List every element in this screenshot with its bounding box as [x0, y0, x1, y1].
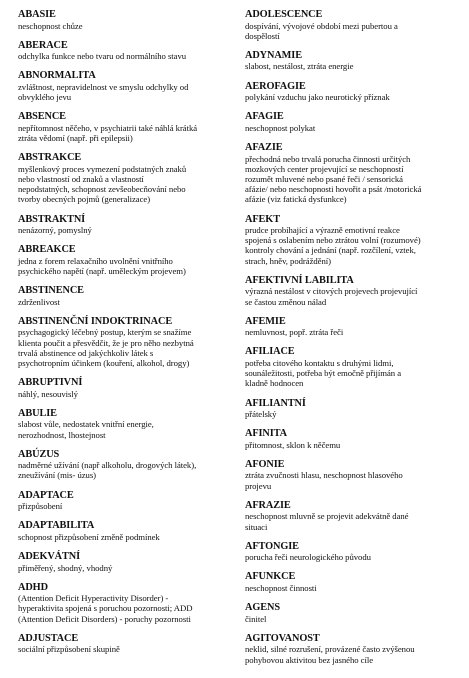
entry-term: ABÚZUS — [18, 448, 60, 460]
entry-term: ABASIE — [18, 9, 56, 20]
entry-definition: ztráta zvučnosti hlasu, neschopnost hlasového projevu — [245, 470, 403, 491]
glossary-left-column — [18, 9, 226, 664]
entry-definition: odchylka funkce nebo tvaru od normálního stavu — [18, 51, 187, 62]
glossary-entry — [245, 111, 457, 133]
glossary-entry — [18, 408, 226, 440]
glossary-entry — [245, 346, 457, 388]
entry-term: ABULIE — [18, 407, 57, 419]
glossary-entry — [18, 551, 226, 573]
glossary-entry — [245, 142, 457, 205]
glossary-entry — [245, 9, 457, 41]
glossary-entry — [18, 70, 226, 102]
entry-term: ABRUPTIVNÍ — [18, 377, 83, 389]
entry-definition: myšlenkový proces vymezení podstatných znaků nebo vlastností od znaků a vlastností nepodstatných, schopnost zevšeobecňování nebo tvorby obecných pojmů (generalizace) — [18, 163, 187, 205]
entry-term: ADAPTABILITA — [18, 520, 95, 532]
glossary-entry — [245, 275, 457, 307]
glossary-entry — [245, 398, 457, 420]
entry-term: AGENS — [245, 602, 280, 614]
entry-definition: neschopnost chůze — [18, 20, 83, 31]
glossary-entry — [245, 571, 457, 593]
entry-term: AFILIACE — [245, 346, 295, 358]
entry-definition: slabost vůle, nedostatek vnitřní energie, nerozhodnost, lhostejnost — [18, 419, 154, 440]
entry-term: ADJUSTACE — [18, 632, 79, 644]
glossary-entry — [18, 152, 226, 204]
entry-definition: přiměřený, shodný, vhodný — [18, 562, 113, 573]
entry-definition: potřeba citového kontaktu s druhými lidmi, sounáležitosti, potřeba být emočně přijímán a kladně hodnocen — [245, 357, 402, 389]
entry-term: AGITOVANOST — [245, 632, 320, 644]
glossary-entry — [18, 285, 226, 307]
glossary-entry — [18, 377, 226, 399]
glossary-entry — [18, 9, 226, 31]
entry-term: ADOLESCENCE — [245, 9, 323, 20]
glossary-entry — [18, 214, 226, 236]
entry-term: AFRAZIE — [245, 499, 291, 511]
entry-term: AFINITA — [245, 428, 288, 440]
entry-term: AEROFAGIE — [245, 80, 306, 92]
entry-definition: přátelský — [245, 409, 277, 420]
glossary-entry — [18, 316, 226, 368]
entry-definition: činitel — [245, 613, 267, 624]
entry-term: AFAZIE — [245, 142, 283, 154]
entry-definition: neschopnost činnosti — [245, 582, 317, 593]
entry-term: ADAPTACE — [18, 489, 74, 501]
entry-definition: přitomnost, sklon k něčemu — [245, 439, 341, 450]
entry-term: ABNORMALITA — [18, 70, 96, 82]
entry-definition: slabost, nestálost, ztráta energie — [245, 61, 354, 72]
entry-term: AFEKTIVNÍ LABILITA — [245, 274, 354, 286]
entry-term: AFEKT — [245, 213, 280, 225]
entry-term: AFILIANTNÍ — [245, 397, 306, 409]
glossary-entry — [245, 541, 457, 563]
entry-term: AFONIE — [245, 458, 285, 470]
entry-term: AFUNKCE — [245, 571, 296, 583]
entry-definition: jedna z forem relaxačního uvolnění vnitřního psychického napětí (např. uměleckým projevem) — [18, 255, 186, 276]
entry-definition: nemluvnost, popř. ztráta řeči — [245, 327, 344, 338]
entry-definition: výrazná nestálost v citových projevech projevující se častou změnou nálad — [245, 286, 418, 307]
entry-term: ADEKVÁTNÍ — [18, 551, 81, 563]
entry-definition: porucha řeči neurologického původu — [245, 552, 371, 563]
glossary-entry — [18, 244, 226, 276]
entry-definition: neklid, silné rozrušení, provázené často zvýšenou pohybovou aktivitou bez jasného cíle — [245, 644, 415, 665]
glossary-entry — [18, 449, 226, 481]
entry-definition: neschopnost mluvně se projevit adekvátně dané situaci — [245, 511, 409, 532]
entry-definition: nadměrné užívání (např alkoholu, drogových látek), zneužívání (mis- úzus) — [18, 460, 197, 481]
entry-term: AFTONGIE — [245, 540, 299, 552]
glossary-entry — [18, 582, 226, 624]
entry-definition: přizpůsobení — [18, 501, 63, 512]
glossary-entry — [18, 111, 226, 143]
entry-term: ABSENCE — [18, 111, 66, 123]
entry-term: AFEMIE — [245, 315, 286, 327]
glossary-entry — [245, 50, 457, 72]
entry-definition: dospívání, vývojové období mezi pubertou a dospělostí — [245, 20, 398, 41]
entry-definition: polykání vzduchu jako neurotický příznak — [245, 92, 390, 103]
glossary-entry — [18, 520, 226, 542]
entry-definition: náhlý, nesouvislý — [18, 388, 78, 399]
entry-term: ABSTINENČNÍ INDOKTRINACE — [18, 315, 173, 327]
glossary-entry — [245, 459, 457, 491]
entry-term: ABERACE — [18, 39, 68, 51]
entry-term: ADHD — [18, 581, 48, 593]
entry-definition: neschopnost polykat — [245, 122, 316, 133]
entry-definition: psychagogický léčebný postup, kterým se snažíme klienta poučit a přesvědčit, že je pro něho nezbytná trvalá abstinence od jakýchkoliv látek s psychotropním účinkem (kouření, alkohol, drogy) — [18, 327, 194, 368]
entry-term: ABREAKCE — [18, 244, 76, 256]
glossary-entry — [18, 40, 226, 62]
entry-term: ABSTRAKTNÍ — [18, 213, 86, 225]
entry-term: ABSTINENCE — [18, 285, 84, 297]
entry-definition: schopnost přizpůsobení změně podmínek — [18, 531, 160, 542]
entry-definition: přechodná nebo trvalá porucha činnosti určitých mozkových center projevující se neschopností rozumět mluvené nebo psané řeči / sensorická afázie/ nebo neschopnosti hovořit a psát /motorická afázie (viz fatická dysfunkce) — [245, 153, 422, 205]
entry-definition: sociální přizpůsobení skupině — [18, 644, 120, 655]
entry-definition: (Attention Deficit Hyperactivity Disorder) - hyperaktivita spojená s poruchou pozornosti; ADD (Attention Deficit Disorders) - poruchy pozornosti — [18, 593, 193, 624]
glossary-entry — [245, 500, 457, 532]
glossary-right-column — [245, 9, 457, 674]
entry-definition: nenázorný, pomyslný — [18, 225, 92, 236]
entry-definition: zdrženlivost — [18, 296, 60, 307]
glossary-entry — [18, 490, 226, 512]
entry-definition: prudce probíhající a výrazně emotivní reakce spojená s oslabením nebo ztrátou volní (rozumové) kontroly chování a jednání (např. rozčílení, vztek, strach, hněv, podráždění) — [245, 225, 421, 266]
entry-definition: zvláštnost, nepravidelnost ve smyslu odchylky od obvyklého jevu — [18, 81, 189, 103]
glossary-entry — [245, 81, 457, 103]
entry-term: ABSTRAKCE — [18, 152, 82, 164]
glossary-entry — [245, 602, 457, 624]
glossary-entry — [245, 633, 457, 665]
glossary-entry — [245, 316, 457, 338]
glossary-entry — [245, 428, 457, 450]
entry-term: AFAGIE — [245, 111, 284, 123]
entry-term: ADYNAMIE — [245, 49, 302, 61]
entry-definition: nepřítomnost něčeho, v psychiatrii také náhlá krátká ztráta vědomí (např. při epilepsii) — [18, 122, 198, 144]
glossary-entry — [245, 214, 457, 266]
glossary-entry — [18, 633, 226, 655]
